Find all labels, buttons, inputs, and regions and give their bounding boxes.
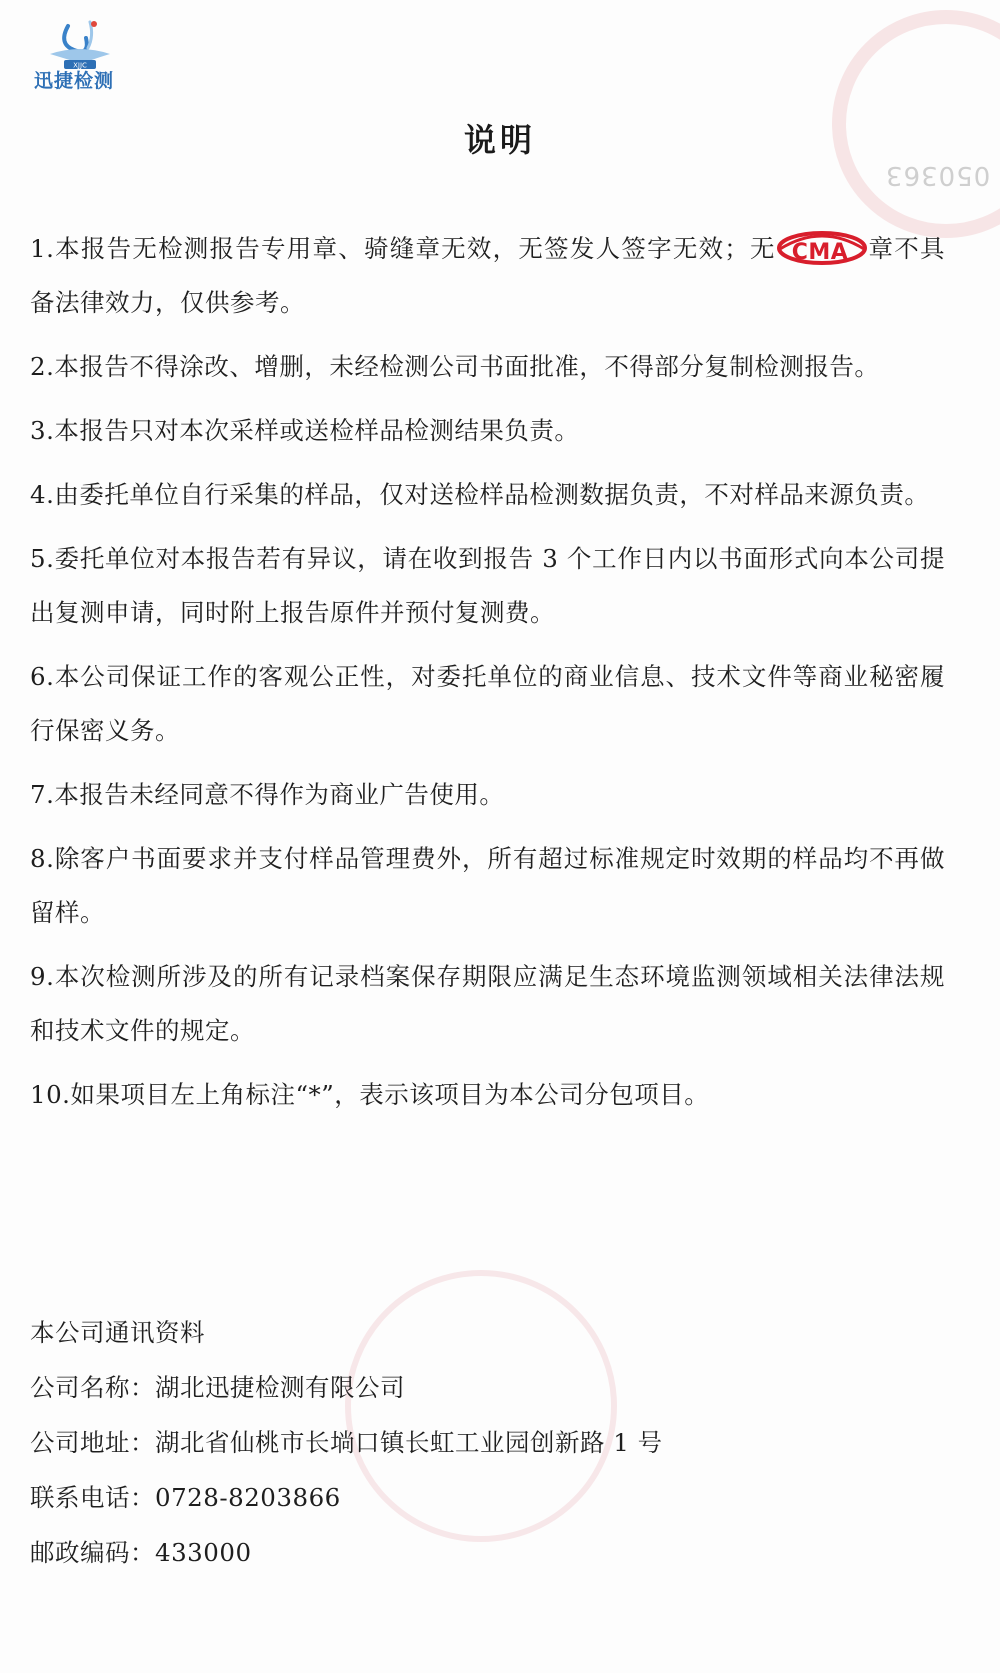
svg-text:CMA: CMA — [791, 239, 849, 265]
note-item-1 — [30, 222, 945, 330]
note-item-4: 4.由委托单位自行采集的样品，仅对送检样品检测数据负责，不对样品来源负责。 — [30, 480, 930, 509]
company-address: 公司地址：湖北省仙桃市长埫口镇长虹工业园创新路 1 号 — [30, 1428, 663, 1457]
logo-text: 迅捷检测 — [34, 70, 115, 92]
note-item-2: 2.本报告不得涂改、增删，未经检测公司书面批准，不得部分复制检测报告。 — [30, 352, 880, 381]
note-item-3: 3.本报告只对本次采样或送检样品检测结果负责。 — [30, 416, 580, 445]
note-1-text-after: 章不具备法律效力，仅供参考。 — [30, 234, 946, 317]
company-phone: 联系电话：0728-8203866 — [30, 1483, 341, 1512]
notes-list — [30, 222, 945, 1132]
note-item-9: 9.本次检测所涉及的所有记录档案保存期限应满足生态环境监测领域相关法律法规和技术文件的规定。 — [30, 962, 945, 1045]
cma-mark-icon — [776, 229, 868, 267]
page-title: 说明 — [463, 121, 536, 159]
note-item-6: 6.本公司保证工作的客观公正性，对委托单位的商业信息、技术文件等商业秘密履行保密义务。 — [30, 662, 945, 745]
contact-info — [30, 1305, 930, 1580]
background-stamp-number: 050363 — [884, 160, 990, 190]
company-name: 公司名称：湖北迅捷检测有限公司 — [30, 1373, 405, 1402]
note-item-7: 7.本报告未经同意不得作为商业广告使用。 — [30, 780, 505, 809]
svg-text:XJJC: XJJC — [73, 61, 87, 70]
note-item-5: 5.委托单位对本报告若有异议，请在收到报告 3 个工作日内以书面形式向本公司提出复测申请，同时附上报告原件并预付复测费。 — [30, 544, 945, 627]
note-item-10: 10.如果项目左上角标注“*”，表示该项目为本公司分包项目。 — [30, 1080, 710, 1109]
note-item-8: 8.除客户书面要求并支付样品管理费外，所有超过标准规定时效期的样品均不再做留样。 — [30, 844, 945, 927]
note-1-text-before: 1.本报告无检测报告专用章、骑缝章无效，无签发人签字无效；无 — [30, 234, 776, 263]
contact-heading: 本公司通讯资料 — [30, 1318, 205, 1347]
company-postcode: 邮政编码：433000 — [30, 1538, 252, 1567]
